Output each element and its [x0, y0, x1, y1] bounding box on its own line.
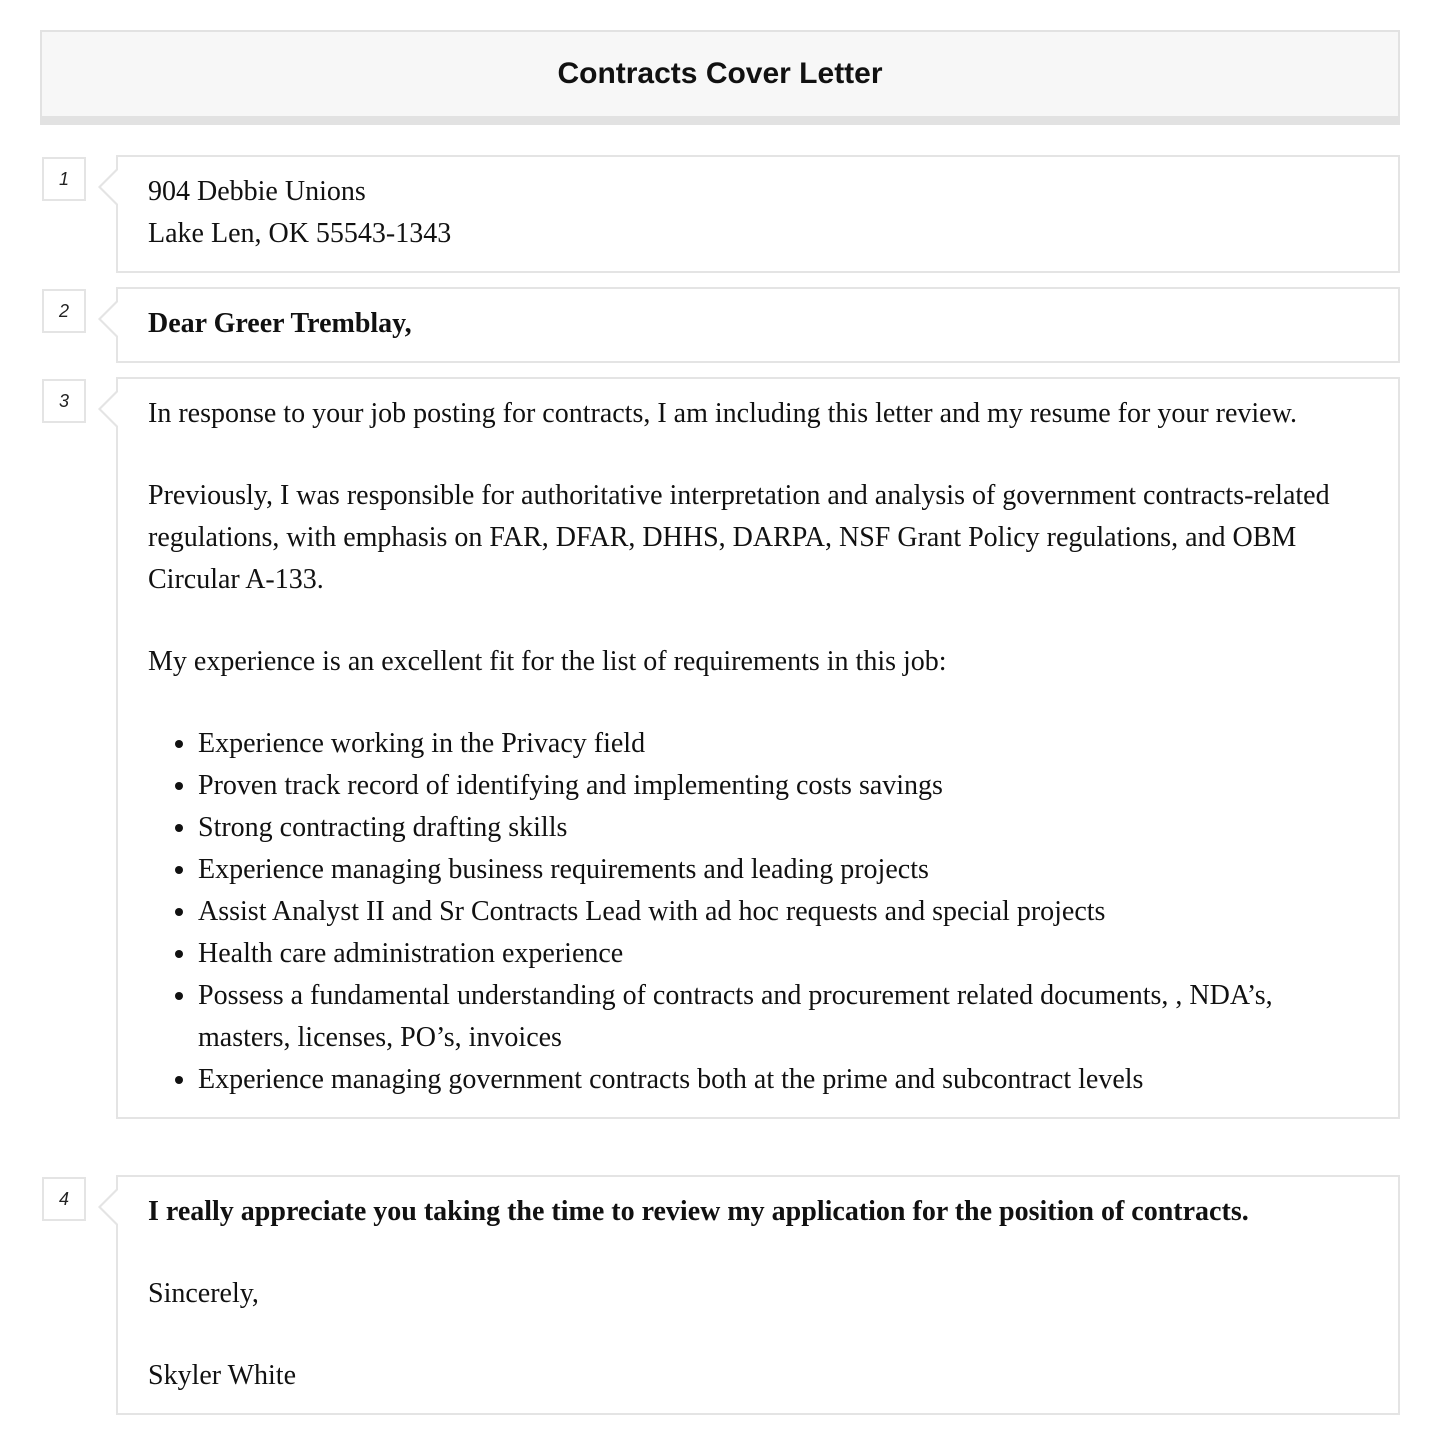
- requirements-list: [148, 723, 1368, 1101]
- greeting: Dear Greer Tremblay,: [148, 308, 412, 339]
- intro-paragraph: In response to your job posting for contracts, I am including this letter and my resume for your review.: [148, 398, 1298, 429]
- address-line-2: Lake Len, OK 55543-1343: [148, 218, 452, 249]
- list-item: • Proven track record of identifying and implementing costs savings: [198, 765, 1368, 807]
- list-item: • Strong contracting drafting skills: [198, 807, 1368, 849]
- page-title: Contracts Cover Letter: [557, 57, 883, 90]
- section-number: 2: [42, 289, 86, 333]
- address-line-1: 904 Debbie Unions: [148, 176, 366, 207]
- greeting-card: [116, 287, 1400, 363]
- closing-paragraph: I really appreciate you taking the time to review my application for the position of contracts.: [148, 1196, 1249, 1227]
- section-number: 4: [42, 1177, 86, 1221]
- body-card: [116, 377, 1400, 1119]
- address-card: [116, 155, 1400, 273]
- signature: Skyler White: [148, 1360, 297, 1391]
- list-item: • Experience working in the Privacy field: [198, 723, 1368, 765]
- list-item: • Health care administration experience: [198, 933, 1368, 975]
- list-item: • Experience managing government contracts both at the prime and subcontract levels: [198, 1059, 1368, 1101]
- closing-card: [116, 1175, 1400, 1415]
- fit-paragraph: My experience is an excellent fit for the list of requirements in this job:: [148, 646, 947, 677]
- list-item: • Experience managing business requirements and leading projects: [198, 849, 1368, 891]
- list-item: • Possess a fundamental understanding of contracts and procurement related documents, , NDA’s, masters, licenses, PO’s, invoices: [198, 975, 1368, 1059]
- list-item: • Assist Analyst II and Sr Contracts Lead with ad hoc requests and special projects: [198, 891, 1368, 933]
- section-number: 1: [42, 157, 86, 201]
- section-number: 3: [42, 379, 86, 423]
- signoff: Sincerely,: [148, 1278, 259, 1309]
- experience-paragraph: Previously, I was responsible for authoritative interpretation and analysis of government contracts-related regulations, with emphasis on FAR, DFAR, DHHS, DARPA, NSF Grant Policy regulations, and OBM Circular A-133.: [148, 480, 1330, 595]
- page-header: [40, 30, 1400, 125]
